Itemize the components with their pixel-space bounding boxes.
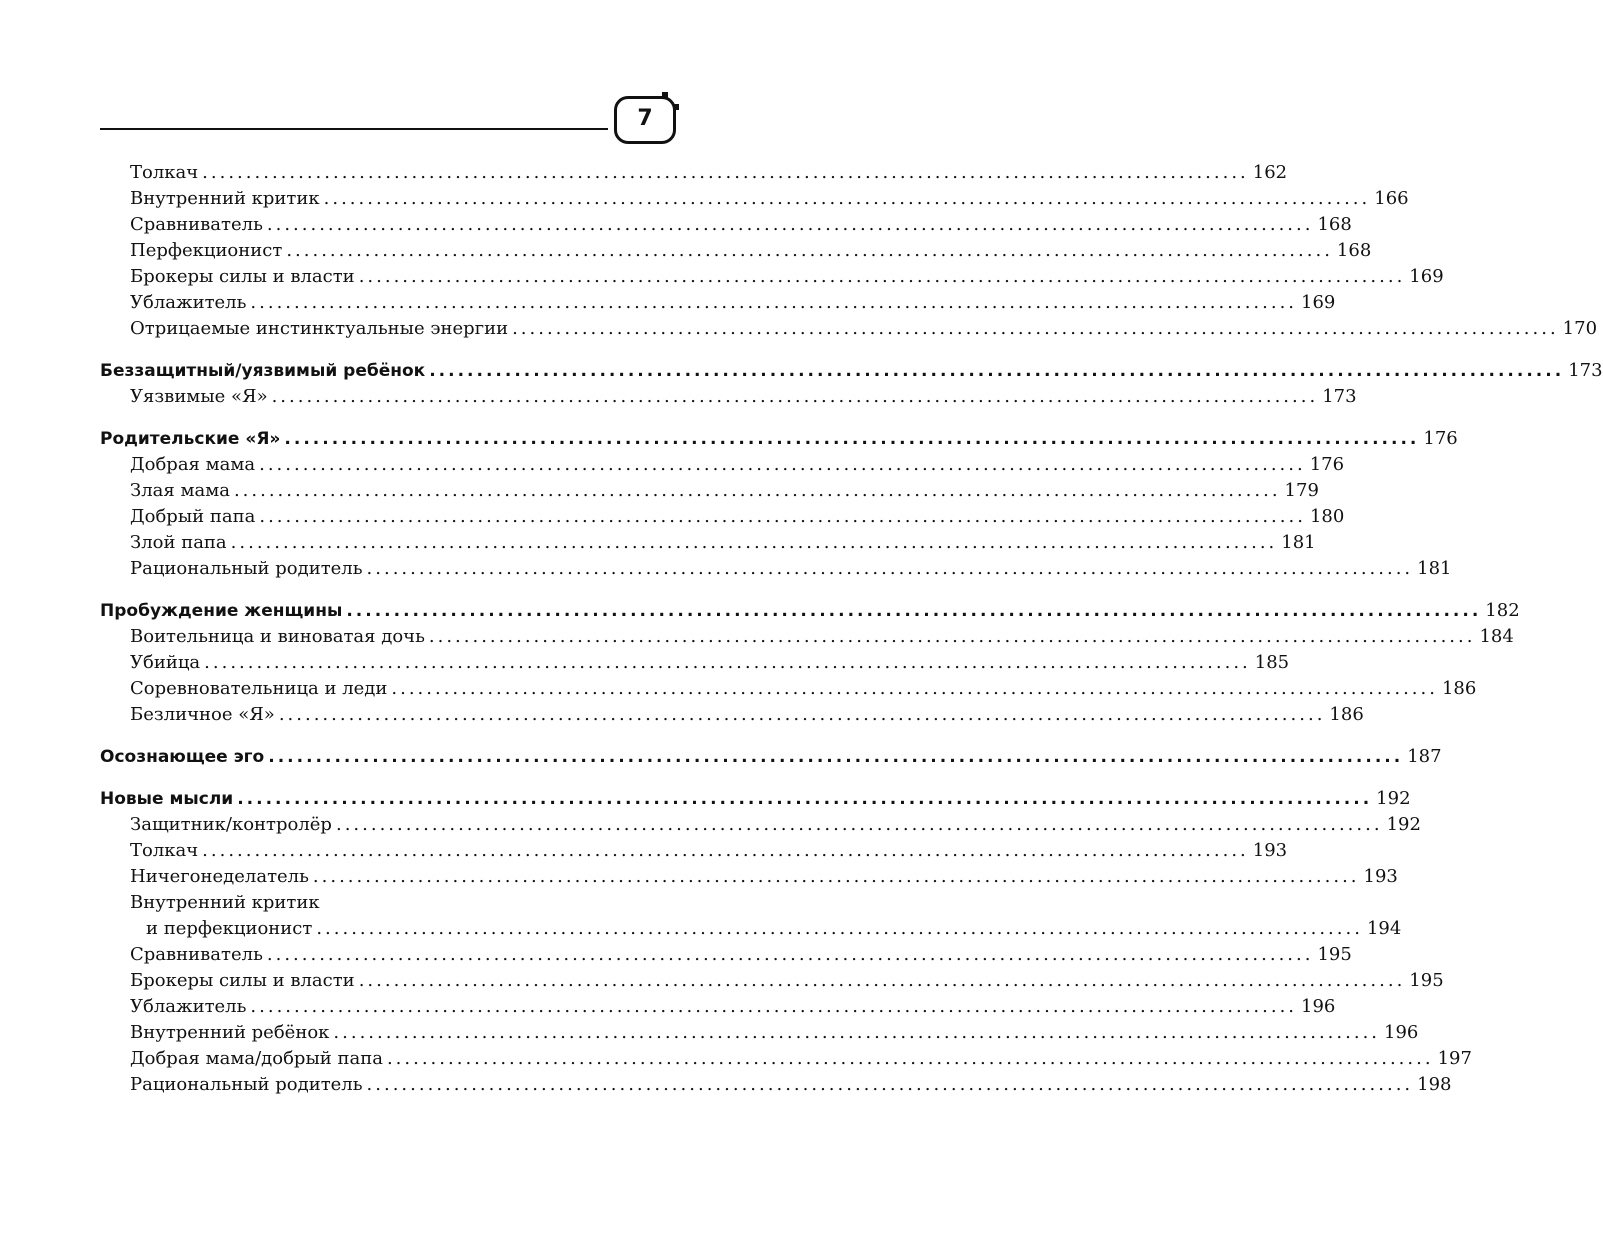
toc-entry[interactable] — [100, 676, 1477, 702]
toc-entry-title: Ублажитель — [130, 292, 247, 313]
toc-entry-page: 184 — [1479, 626, 1514, 647]
toc-entry-title: Злая мама — [130, 480, 230, 501]
dot-leader: ........................................................................................................................ — [284, 429, 1420, 449]
dot-leader: ........................................................................................................................ — [335, 814, 1383, 835]
toc-entry-page: 186 — [1441, 678, 1477, 699]
toc-entry-page: 168 — [1317, 214, 1352, 235]
toc-entry-title: Сравниватель — [130, 214, 263, 235]
dot-leader: ........................................................................................................................ — [316, 918, 1363, 939]
dot-leader: ........................................................................................................................ — [271, 386, 1319, 407]
toc-entry[interactable] — [100, 316, 1598, 342]
toc-entry-page: 173 — [1322, 386, 1357, 407]
toc-entry-title: Родительские «Я» — [100, 429, 281, 449]
toc-entry-page: 169 — [1409, 266, 1444, 287]
toc-section-entry[interactable] — [100, 358, 1603, 384]
dot-leader: ........................................................................................................................ — [250, 996, 1298, 1017]
page-number-badge — [614, 96, 676, 144]
dot-leader: ........................................................................................................................ — [512, 318, 1559, 339]
toc-entry-page: 176 — [1309, 454, 1345, 475]
toc-entry-title: Ублажитель — [130, 996, 247, 1017]
toc-entry[interactable] — [100, 556, 1452, 582]
toc-entry-title: Отрицаемые инстинктуальные энергии — [130, 318, 509, 339]
toc-section-entry[interactable] — [100, 598, 1520, 624]
toc-entry-title: Внутренний критик — [130, 188, 320, 209]
dot-leader: ........................................................................................................................ — [312, 866, 1360, 887]
dot-leader: ........................................................................................................................ — [323, 188, 1371, 209]
toc-entry[interactable] — [100, 238, 1372, 264]
dot-leader: ........................................................................................................................ — [358, 266, 1406, 287]
dot-leader: ........................................................................................................................ — [366, 558, 1414, 579]
toc-entry[interactable] — [100, 838, 1288, 864]
toc-entry-page: 196 — [1384, 1022, 1419, 1043]
dot-leader: ........................................................................................................................ — [386, 1048, 1434, 1069]
dot-leader: ........................................................................................................................ — [250, 292, 1298, 313]
toc-entry-page: 162 — [1252, 162, 1288, 183]
toc-entry-title: Защитник/контролёр — [130, 814, 332, 835]
toc-entry-page: 192 — [1386, 814, 1421, 835]
page-number: 7 — [637, 106, 653, 131]
dot-leader: ........................................................................................................................ — [286, 240, 1333, 261]
dot-leader: ........................................................................................................................ — [358, 970, 1406, 991]
dot-leader: ........................................................................................................................ — [259, 506, 1306, 527]
toc-entry-title: Толкач — [130, 840, 199, 861]
toc-entry-title: Воительница и виноватая дочь — [130, 626, 425, 647]
toc-entry-title: Брокеры силы и власти — [130, 266, 355, 287]
toc-entry[interactable] — [100, 452, 1345, 478]
toc-entry-page: 196 — [1301, 996, 1336, 1017]
toc-entry-page: 166 — [1374, 188, 1409, 209]
toc-entry-page: 192 — [1376, 788, 1411, 809]
toc-entry-title: Добрая мама/добрый папа — [130, 1048, 383, 1069]
dot-leader: ........................................................................................................................ — [391, 678, 1438, 699]
dot-leader: ........................................................................................................................ — [233, 480, 1281, 501]
toc-entry[interactable] — [100, 290, 1336, 316]
toc-entry[interactable] — [100, 504, 1345, 530]
toc-entry[interactable] — [100, 968, 1444, 994]
toc-entry-page: 176 — [1423, 428, 1458, 449]
toc-entry-title: Новые мысли — [100, 789, 234, 809]
section-gap — [100, 410, 650, 426]
toc-entry[interactable] — [100, 994, 1336, 1020]
header-rule — [100, 128, 608, 130]
toc-entry-page: 179 — [1284, 480, 1319, 501]
toc-entry[interactable] — [100, 1020, 1419, 1046]
toc-entry[interactable] — [100, 1046, 1472, 1072]
toc-entry-page: 170 — [1562, 318, 1598, 339]
dot-leader: ........................................................................................................................ — [278, 704, 1326, 725]
dot-leader: ........................................................................................................................ — [268, 747, 1404, 767]
toc-entry[interactable] — [100, 478, 1319, 504]
dot-leader: ........................................................................................................................ — [202, 162, 1249, 183]
toc-entry-page: 186 — [1329, 704, 1364, 725]
toc-entry-page: 193 — [1363, 866, 1398, 887]
toc-entry-title: Осознающее эго — [100, 747, 265, 767]
toc-entry-title: Добрая мама — [130, 454, 256, 475]
toc-entry-page: 168 — [1336, 240, 1372, 261]
dot-leader: ........................................................................................................................ — [266, 214, 1314, 235]
toc-entry-title: Внутренний ребёнок — [130, 1022, 330, 1043]
badge-dot-top — [662, 92, 668, 98]
toc-entry-page: 181 — [1417, 558, 1452, 579]
toc-entry-title: Брокеры силы и власти — [130, 970, 355, 991]
toc-entry-page: 187 — [1407, 746, 1442, 767]
dot-leader: ........................................................................................................................ — [346, 601, 1482, 621]
toc-entry-page: 193 — [1252, 840, 1288, 861]
toc-entry-page: 197 — [1437, 1048, 1472, 1069]
toc-entry-page: 181 — [1281, 532, 1316, 553]
toc-entry-title: Ничегонеделатель — [130, 866, 309, 887]
section-gap — [100, 770, 650, 786]
toc-entry-title: Рациональный родитель — [130, 1074, 363, 1095]
dot-leader: ........................................................................................................................ — [333, 1022, 1381, 1043]
toc-entry[interactable] — [100, 650, 1290, 676]
toc-entry[interactable] — [100, 212, 1352, 238]
toc-entry-title: Безличное «Я» — [130, 704, 275, 725]
dot-leader: ........................................................................................................................ — [204, 652, 1251, 673]
toc-entry-title: Сравниватель — [130, 944, 263, 965]
toc-entry[interactable] — [100, 264, 1444, 290]
toc-section-entry[interactable] — [100, 744, 1442, 770]
dot-leader: ........................................................................................................................ — [202, 840, 1249, 861]
toc-entry[interactable] — [100, 160, 1288, 186]
toc-entry-page: 169 — [1301, 292, 1336, 313]
toc-entry-page: 182 — [1485, 600, 1520, 621]
table-of-contents — [100, 160, 1603, 1098]
toc-entry[interactable] — [100, 624, 1514, 650]
dot-leader: ........................................................................................................................ — [259, 454, 1306, 475]
toc-entry-title: и перфекционист — [146, 918, 313, 939]
toc-entry[interactable] — [100, 890, 650, 916]
toc-entry-title: Рациональный родитель — [130, 558, 363, 579]
toc-entry-title: Внутренний критик — [130, 892, 320, 913]
toc-entry-title: Беззащитный/уязвимый ребёнок — [100, 361, 426, 381]
toc-entry-title: Добрый папа — [130, 506, 256, 527]
toc-entry[interactable] — [100, 530, 1316, 556]
dot-leader: ........................................................................................................................ — [230, 532, 1278, 553]
toc-entry-page: 195 — [1409, 970, 1444, 991]
toc-entry[interactable] — [100, 812, 1421, 838]
section-gap — [100, 342, 650, 358]
toc-entry-page: 195 — [1317, 944, 1352, 965]
toc-entry[interactable] — [100, 864, 1398, 890]
toc-entry[interactable] — [100, 1072, 1452, 1098]
dot-leader: ........................................................................................................................ — [366, 1074, 1414, 1095]
toc-entry[interactable] — [100, 702, 1364, 728]
toc-entry-page: 185 — [1254, 652, 1290, 673]
toc-entry-title: Толкач — [130, 162, 199, 183]
toc-entry[interactable] — [100, 186, 1409, 212]
toc-entry-title: Перфекционист — [130, 240, 283, 261]
toc-entry[interactable] — [100, 384, 1357, 410]
toc-entry-page: 198 — [1417, 1074, 1452, 1095]
toc-entry-title: Убийца — [130, 652, 201, 673]
toc-entry[interactable] — [100, 942, 1352, 968]
toc-entry[interactable] — [100, 916, 1402, 942]
toc-section-entry[interactable] — [100, 786, 1411, 812]
toc-section-entry[interactable] — [100, 426, 1458, 452]
section-gap — [100, 728, 650, 744]
dot-leader: ........................................................................................................................ — [266, 944, 1314, 965]
section-gap — [100, 582, 650, 598]
dot-leader: ........................................................................................................................ — [237, 789, 1373, 809]
toc-entry-title: Злой папа — [130, 532, 227, 553]
toc-entry-page: 173 — [1568, 360, 1603, 381]
toc-entry-title: Пробуждение женщины — [100, 601, 343, 621]
toc-entry-page: 194 — [1366, 918, 1402, 939]
toc-entry-page: 180 — [1309, 506, 1345, 527]
badge-dot-right — [673, 104, 679, 110]
dot-leader: ........................................................................................................................ — [429, 361, 1565, 381]
toc-entry-title: Соревновательница и леди — [130, 678, 388, 699]
dot-leader: ........................................................................................................................ — [428, 626, 1476, 647]
toc-entry-title: Уязвимые «Я» — [130, 386, 268, 407]
